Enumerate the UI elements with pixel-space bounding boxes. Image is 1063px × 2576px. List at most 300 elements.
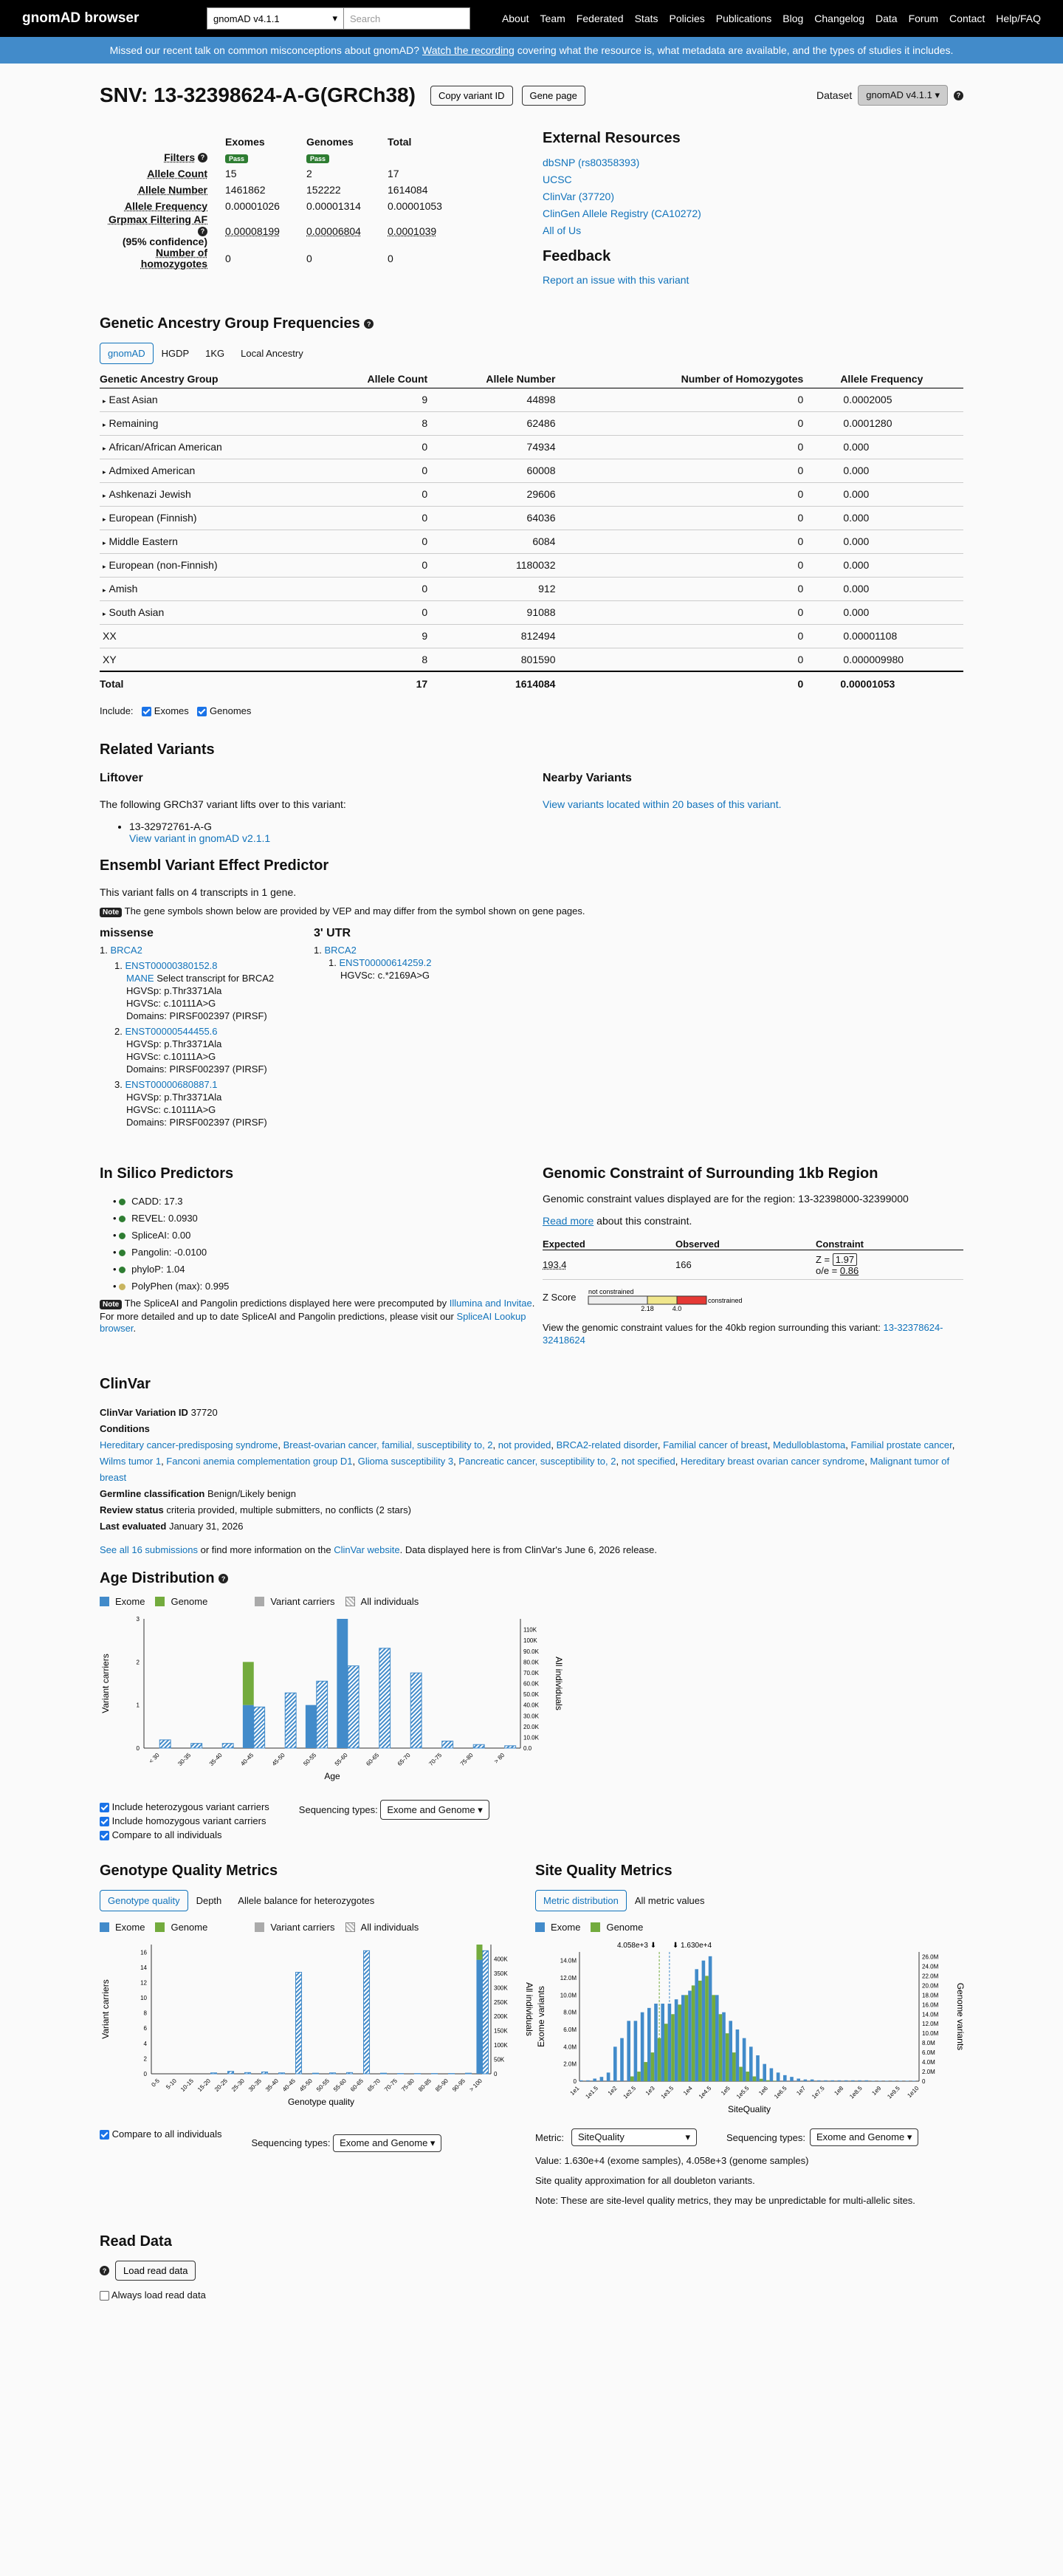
region-link[interactable]: 13-32378624-32418624 (543, 1322, 943, 1346)
genome-bar (644, 2062, 647, 2081)
exome-bar (586, 2080, 590, 2081)
ancestry-tabs (100, 343, 963, 364)
summary-cell: 17 (388, 168, 399, 179)
y2-tick-label: 18.0M (922, 1992, 939, 1999)
see-all-link[interactable]: See all 16 submissions (100, 1544, 198, 1556)
tab[interactable]: HGDP (161, 348, 190, 359)
vep-note: Note The gene symbols shown below are provided by VEP and may differ from the symbol shown on gene pages. (100, 905, 963, 917)
exome-marker-label: ⬇ 1.630e+4 (672, 1942, 712, 1950)
tab[interactable]: Local Ancestry (241, 348, 303, 359)
y2-tick-label: 26.0M (922, 1953, 939, 1961)
nav-link[interactable]: Policies (669, 13, 705, 24)
constraint-text: Genomic constraint values displayed are for the region: 13-32398000-32399000 (543, 1193, 909, 1205)
genome-bar (671, 2014, 675, 2081)
y2-tick-label: 400K (494, 1956, 508, 1963)
nav-link[interactable]: Forum (908, 13, 939, 24)
x-axis-label: Age (324, 1771, 340, 1782)
genome-bar (760, 2079, 763, 2081)
nav-link[interactable]: About (501, 13, 529, 24)
expand-icon[interactable]: ▸ (103, 586, 106, 594)
summary-cell: 152222 (306, 184, 341, 196)
constraint-table: Expected Observed Constraint 193.4 166 Z = 1.97 o/e = 0.86 (543, 1239, 963, 1280)
expand-icon[interactable]: ▸ (103, 539, 106, 547)
mane-link[interactable]: MANE (126, 973, 154, 984)
y-tick-label: 4 (143, 2040, 147, 2047)
ancestry-col-header[interactable]: Number of Homozygotes (555, 370, 803, 388)
x-tick-label: 65-70 (396, 1752, 412, 1767)
all-individuals-bar (330, 2073, 336, 2074)
nav-link[interactable]: Data (875, 13, 898, 24)
exome-bar (634, 2021, 638, 2081)
condition-link[interactable]: Pancreatic cancer, susceptibility to, 2 (458, 1456, 616, 1467)
sq-legend: Exome Genome (535, 1922, 963, 1933)
summary-cell: 0.00006804 (306, 225, 361, 237)
expand-icon[interactable]: ▸ (103, 515, 106, 523)
gq-legend: Exome Genome Variant carriers All individuals (100, 1922, 535, 1933)
expand-icon[interactable]: ▸ (103, 421, 106, 428)
genome-bar (664, 2024, 668, 2081)
exome-bar (722, 2012, 726, 2081)
zscore-scale (587, 1287, 808, 1312)
y-tick-label: 3 (136, 1616, 140, 1623)
summary-cell: 0 (388, 253, 393, 264)
external-link[interactable]: UCSC (543, 174, 572, 185)
x-tick-label: 25-30 (230, 2077, 246, 2093)
summary-cell: 0.00001026 (225, 200, 280, 212)
tab[interactable]: gnomAD (100, 343, 154, 364)
y2-tick-label: 22.0M (922, 1973, 939, 1980)
exome-bar (898, 2080, 902, 2081)
spliceai-link[interactable]: SpliceAI Lookup browser (100, 1311, 526, 1335)
dataset-select[interactable]: gnomAD v4.1.1 ▾ (858, 85, 948, 106)
condition-link[interactable]: Breast-ovarian cancer, familial, susceptibility to, 2 (283, 1439, 493, 1451)
all-individuals-bar (296, 1973, 302, 2075)
ancestry-col-header[interactable]: Allele Frequency (803, 370, 963, 388)
y2-tick-label: 80.0K (523, 1659, 539, 1666)
tab[interactable]: Genotype quality (100, 1890, 188, 1911)
site-logo[interactable]: gnomAD browser (22, 10, 140, 26)
gq-compare-checkbox[interactable]: Compare to all individuals (111, 2128, 222, 2140)
x-tick-label: 55-60 (333, 1752, 349, 1767)
y2-tick-label: 90.0K (523, 1648, 539, 1655)
x-tick-label: 1e3 (644, 2085, 656, 2097)
exome-bar (892, 2080, 895, 2081)
age-chart (100, 1611, 564, 1796)
x-axis-label: Genotype quality (287, 2097, 355, 2108)
transcript-item: 1. ENST00000380152.8 MANE Select transcript for BRCA2 HGVSp: p.Thr3371Ala HGVSc: c.10111A>G Domains: PIRSF002397 (PIRSF) (114, 960, 275, 1022)
x-tick-label: 1e3.5 (659, 2085, 675, 2100)
all-individuals-bar (254, 1707, 265, 1748)
expand-icon[interactable]: ▸ (103, 492, 106, 499)
summary-cell: 0 (306, 253, 312, 264)
x-axis-label: SiteQuality (727, 2104, 771, 2115)
liftover-title: Liftover (100, 772, 143, 785)
table-row: ▸ East Asian 9 44898 0 0.0002005 (100, 388, 963, 411)
y2-tick-label: 6.0M (922, 2049, 935, 2057)
y2-axis-label: Genome variants (955, 1982, 966, 2051)
condition-link[interactable]: Wilms tumor 1 (100, 1456, 162, 1467)
condition-link[interactable]: Familial cancer of breast (663, 1439, 768, 1451)
exome-bar (306, 1705, 317, 1748)
tab[interactable]: Metric distribution (535, 1890, 627, 1911)
y2-tick-label: 20.0K (523, 1723, 539, 1730)
always-load-checkbox[interactable] (100, 2291, 109, 2301)
gene-link[interactable]: BRCA2 (110, 945, 142, 956)
tick-label: 2.18 (640, 1305, 654, 1313)
x-tick-label: 1e5.5 (735, 2085, 751, 2100)
y-tick-label: 2 (143, 2055, 147, 2063)
table-row: ▸ Ashkenazi Jewish 0 29606 0 0.000 (100, 482, 963, 506)
exome-bar (906, 2080, 909, 2081)
sq-seq-select[interactable]: Exome and Genome ▾ (810, 2128, 918, 2146)
read-more-link[interactable]: Read more (543, 1215, 594, 1227)
y2-tick-label: 60.0K (523, 1680, 539, 1688)
x-tick-label: 55-60 (332, 2077, 348, 2093)
gene-page-button[interactable]: Gene page (522, 86, 585, 106)
tab[interactable]: Allele balance for heterozygotes (238, 1895, 375, 1907)
genome-bar (773, 2080, 777, 2081)
summary-cell: 1461862 (225, 184, 266, 196)
x-tick-label: 90-95 (451, 2077, 467, 2093)
x-tick-label: 1e7 (795, 2085, 808, 2097)
banner-link[interactable]: Watch the recording (422, 44, 515, 56)
y-tick-label: 12 (140, 1979, 147, 1987)
gq-tabs (100, 1890, 535, 1911)
y-tick-label: 10.0M (560, 1992, 577, 1999)
always-load-label: Always load read data (111, 2289, 206, 2301)
genome-bar (651, 2052, 655, 2081)
external-link[interactable]: All of Us (543, 225, 582, 236)
sq-value: Value: 1.630e+4 (exome samples), 4.058e+3 (genome samples) (535, 2155, 809, 2167)
condition-link[interactable]: Medulloblastoma (772, 1439, 846, 1451)
summary-cell: 0.00001053 (388, 200, 442, 212)
genome-bar (726, 2033, 729, 2081)
genome-bar (753, 2077, 757, 2081)
expand-icon[interactable]: ▸ (103, 397, 106, 405)
y2-tick-label: 70.0K (523, 1669, 539, 1676)
genome-bar (746, 2072, 749, 2081)
genome-bar (705, 1976, 709, 2081)
predictor-item: • Pangolin: -0.0100 (113, 1247, 207, 1258)
condition-link[interactable]: not provided (498, 1439, 551, 1451)
all-individuals-bar (483, 1950, 489, 2074)
tab[interactable]: Depth (196, 1895, 222, 1907)
transcript-link[interactable]: ENST00000544455.6 (125, 1026, 218, 1038)
zscore-bar: Z Score not constrained constrained 2.18 4.0 (543, 1287, 963, 1312)
sq-desc: Site quality approximation for all doubleton variants. (535, 2175, 755, 2187)
insilico-title: In Silico Predictors (100, 1165, 234, 1182)
all-individuals-bar (466, 2073, 472, 2074)
x-tick-label: 65-70 (366, 2077, 382, 2093)
exome-bar (872, 2080, 875, 2081)
summary-cell: 0 (225, 253, 231, 264)
sq-note: Note: These are site-level quality metrics, they may be unpredictable for multi-allelic sites. (535, 2195, 915, 2207)
compare-checkbox[interactable]: Compare to all individuals (111, 1829, 222, 1841)
y-axis-label: Variant carriers (100, 1654, 111, 1713)
exome-bar (641, 2012, 644, 2081)
nearby-link[interactable]: View variants located within 20 bases of this variant. (543, 798, 782, 811)
y-tick-label: 14.0M (560, 1957, 577, 1964)
exome-bar (864, 2080, 868, 2081)
x-tick-label: 45-50 (270, 1752, 286, 1767)
utr-transcript-link[interactable]: ENST00000614259.2 (339, 957, 432, 969)
age-seq-select[interactable]: Exome and Genome ▾ (380, 1800, 489, 1820)
transcript-item: 2. ENST00000544455.6 HGVSp: p.Thr3371Ala HGVSc: c.10111A>G Domains: PIRSF002397 (PIRSF) (114, 1026, 267, 1075)
condition-link[interactable]: Hereditary cancer-predisposing syndrome (100, 1439, 278, 1451)
exome-bar (654, 2004, 658, 2081)
search-input[interactable]: Search (343, 7, 470, 30)
exome-bar (593, 2079, 596, 2082)
table-row: XX 9 812494 0 0.00001108 (100, 624, 963, 648)
exome-bar (790, 2077, 794, 2081)
summary-row-label: Filters (164, 151, 196, 163)
all-individuals-bar (381, 2073, 387, 2074)
all-individuals-bar (505, 1746, 516, 1748)
utr-gene-link[interactable]: BRCA2 (324, 945, 357, 956)
y2-tick-label: 14.0M (922, 2011, 939, 2018)
gq-seq-select[interactable]: Exome and Genome ▾ (333, 2134, 441, 2152)
constraint-view: View the genomic constraint values for the 40kb region surrounding this variant: 13-32378624-32418624 (543, 1322, 943, 1346)
y-tick-label: 16 (140, 1949, 147, 1956)
y2-tick-label: 30.0K (523, 1713, 539, 1720)
transcript-link[interactable]: ENST00000380152.8 (125, 960, 218, 972)
y2-tick-label: 150K (494, 2027, 508, 2035)
exome-bar (627, 2021, 630, 2081)
summary-row-label: Allele Count (147, 167, 207, 179)
dataset-search (207, 7, 470, 30)
status-dot-icon (119, 1267, 125, 1273)
y-tick-label: 14 (140, 1964, 147, 1971)
x-tick-label: 1e1.5 (584, 2085, 599, 2100)
illumina-link[interactable]: Illumina and Invitae (449, 1298, 532, 1309)
exome-bar (851, 2080, 855, 2081)
y2-tick-label: 350K (494, 1970, 508, 1977)
summary-cell: 15 (225, 168, 237, 179)
condition-link[interactable]: Malignant tumor of breast (100, 1456, 950, 1484)
condition-link[interactable]: BRCA2-related disorder (556, 1439, 658, 1451)
summary-row-label: Allele Frequency (124, 199, 207, 212)
hom-checkbox[interactable]: Include homozygous variant carriers (111, 1815, 266, 1827)
condition-link[interactable]: Hereditary breast ovarian cancer syndrome (680, 1456, 865, 1467)
x-tick-label: 75-80 (400, 2077, 416, 2093)
x-tick-label: 1e4 (681, 2085, 694, 2097)
y2-tick-label: 0 (922, 2078, 926, 2086)
nav-link[interactable]: Changelog (814, 13, 865, 24)
x-tick-label: 85-90 (434, 2077, 450, 2093)
nav-link[interactable]: Federated (576, 13, 624, 24)
predictor-item: • PolyPhen (max): 0.995 (113, 1281, 230, 1292)
predictor-item: • REVEL: 0.0930 (113, 1213, 198, 1224)
expand-icon[interactable]: ▸ (103, 610, 106, 617)
ancestry-col-header[interactable]: Genetic Ancestry Group (100, 370, 364, 388)
expand-icon[interactable]: ▸ (103, 563, 106, 570)
tab[interactable]: All metric values (634, 1895, 705, 1907)
x-tick-label: 1e7.5 (811, 2085, 826, 2100)
gq-chart (100, 1937, 535, 2122)
all-individuals-bar (211, 2073, 217, 2074)
x-tick-label: 1e9 (870, 2085, 883, 2097)
table-row: ▸ African/African American 0 74934 0 0.000 (100, 435, 963, 459)
load-read-data-button[interactable]: Load read data (115, 2261, 196, 2281)
nav-dataset-select[interactable]: gnomAD v4.1.1 ▾ (207, 7, 344, 30)
condition-link[interactable]: Fanconi anemia complementation group D1 (166, 1456, 353, 1467)
condition-link[interactable]: Familial prostate cancer (850, 1439, 952, 1451)
exome-bar (797, 2079, 800, 2082)
x-tick-label: 50-55 (302, 1752, 318, 1767)
summary-col-header: Total (388, 136, 412, 148)
help-icon[interactable]: ? (198, 153, 207, 162)
transcript-link[interactable]: ENST00000680887.1 (125, 1079, 218, 1091)
table-row: ▸ Middle Eastern 0 6084 0 0.000 (100, 530, 963, 553)
summary-col-header: Exomes (225, 136, 265, 148)
nav-link[interactable]: Publications (715, 13, 772, 24)
genome-bar (766, 2080, 770, 2081)
y2-tick-label: 50K (494, 2056, 505, 2063)
help-icon[interactable]: ? (954, 91, 963, 100)
status-dot-icon (119, 1233, 125, 1239)
all-individuals-bar (364, 1950, 370, 2074)
external-link[interactable]: ClinVar (37720) (543, 191, 615, 202)
read-more: Read more about this constraint. (543, 1215, 692, 1227)
help-icon[interactable]: ? (100, 2266, 109, 2275)
clinvar-see-all: See all 16 submissions or find more information on the ClinVar website. Data displayed here is from ClinVar's June 6, 2026 release. (100, 1544, 657, 1556)
y2-tick-label: 24.0M (922, 1963, 939, 1970)
x-tick-label: 60-65 (365, 1752, 381, 1767)
all-individuals-bar (410, 1673, 422, 1748)
exomes-checkbox[interactable] (142, 707, 151, 716)
x-tick-label: 40-45 (239, 1752, 255, 1767)
nav-link[interactable]: Stats (634, 13, 658, 24)
nav-link[interactable]: Team (540, 13, 565, 24)
pass-badge: Pass (306, 154, 329, 163)
help-icon[interactable]: ? (219, 1574, 228, 1583)
ancestry-col-header[interactable]: Allele Count (364, 370, 428, 388)
exome-bar (749, 2046, 753, 2081)
exome-bar (763, 2064, 766, 2081)
predictor-item: • SpliceAI: 0.00 (113, 1230, 191, 1241)
x-tick-label: 1e1 (568, 2085, 581, 2097)
all-individuals-bar (228, 2072, 234, 2074)
exome-bar (661, 2004, 664, 2081)
exome-bar (804, 2080, 808, 2081)
nav-link[interactable]: Contact (949, 13, 985, 24)
y-tick-label: 6 (143, 2025, 147, 2032)
age-legend: Exome Genome Variant carriers All individuals (100, 1596, 963, 1607)
genome-bar (630, 2077, 634, 2081)
condition-link[interactable]: not specified (621, 1456, 675, 1467)
exome-bar (476, 1960, 482, 2074)
clinvar-website-link[interactable]: ClinVar website (334, 1544, 400, 1556)
transcript-item: 3. ENST00000680887.1 HGVSp: p.Thr3371Ala HGVSc: c.10111A>G Domains: PIRSF002397 (PIRSF) (114, 1079, 267, 1128)
y2-axis-label: All individuals (524, 1982, 534, 2036)
table-row: ▸ European (Finnish) 0 64036 0 0.000 (100, 506, 963, 530)
help-icon[interactable]: ? (198, 227, 207, 236)
y2-tick-label: 250K (494, 1998, 508, 2006)
exome-bar (844, 2080, 848, 2081)
external-link[interactable]: ClinGen Allele Registry (CA10272) (543, 208, 701, 219)
y-axis-label: Exome variants (536, 1986, 546, 2047)
nav-links (502, 13, 1041, 24)
y-tick-label: 0 (143, 2071, 147, 2078)
copy-variant-button[interactable]: Copy variant ID (430, 86, 513, 106)
y-tick-label: 6.0M (563, 2027, 577, 2034)
banner-text-end: covering what the resource is, what metadata are available, and the types of studies it includes. (517, 44, 954, 56)
x-tick-label: < 30 (148, 1752, 161, 1765)
y2-tick-label: 8.0M (922, 2040, 935, 2047)
x-tick-label: 50-55 (315, 2077, 331, 2093)
summary-cell: 0.0001039 (388, 225, 437, 237)
x-tick-label: 15-20 (196, 2077, 212, 2093)
het-checkbox[interactable]: Include heterozygous variant carriers (111, 1801, 269, 1813)
chevron-down-icon: ▾ (332, 13, 337, 24)
exome-bar (688, 1991, 692, 2082)
condition-link[interactable]: Glioma susceptibility 3 (357, 1456, 454, 1467)
clinvar-title: ClinVar (100, 1376, 151, 1393)
summary-cell: 1614084 (388, 184, 428, 196)
expand-icon[interactable]: ▸ (103, 468, 106, 476)
top-navbar (0, 0, 1063, 37)
metric-select[interactable]: SiteQuality ▾ (571, 2128, 697, 2146)
tab[interactable]: 1KG (205, 348, 225, 359)
constrained-label: constrained (707, 1297, 743, 1305)
predictor-item: • phyloP: 1.04 (113, 1264, 185, 1275)
vep-text: This variant falls on 4 transcripts in 1 gene. (100, 886, 297, 899)
report-issue-link[interactable]: Report an issue with this variant (543, 274, 689, 286)
status-dot-icon (119, 1250, 125, 1256)
genome-bar (678, 2004, 681, 2081)
x-tick-label: 1e6 (757, 2085, 769, 2097)
all-individuals-bar (245, 2072, 251, 2074)
liftover-text: The following GRCh37 variant lifts over to this variant: (100, 798, 346, 811)
x-tick-label: 1e5 (720, 2085, 732, 2097)
help-icon[interactable]: ? (364, 319, 374, 329)
tick-label: 4.0 (672, 1305, 681, 1313)
ancestry-table (100, 370, 963, 695)
external-link[interactable]: dbSNP (rs80358393) (543, 157, 640, 168)
genome-bar (476, 1945, 482, 1960)
expand-icon[interactable]: ▸ (103, 445, 106, 452)
genome-bar (698, 1981, 702, 2081)
liftover-link[interactable]: View variant in gnomAD v2.1.1 (129, 832, 271, 845)
genome-marker-label: 4.058e+3 ⬇ (616, 1942, 657, 1950)
x-tick-label: 5-10 (165, 2077, 178, 2091)
table-row: XY 8 801590 0 0.000009980 (100, 648, 963, 671)
genomes-checkbox[interactable] (197, 707, 207, 716)
age-title: Age Distribution ? (100, 1570, 963, 1587)
conditions-list: Hereditary cancer-predisposing syndrome, Breast-ovarian cancer, familial, susceptibility to, 2, not provided, BRCA2-related disorder, Familial cancer of breast, Medulloblastoma, Familial prostate cancer, Wilms tumor 1, Fanconi anemia complementation group D1, Glioma susceptibility 3, Pancreatic cancer, susceptibility to, 2, not specified, Hereditary breast ovarian cancer syndrome, Malignant tumor of breast (100, 1439, 955, 1484)
constraint-title: Genomic Constraint of Surrounding 1kb Region (543, 1165, 878, 1182)
exome-bar (647, 2008, 651, 2081)
feedback-title: Feedback (543, 248, 611, 264)
exome-bar (613, 2046, 617, 2081)
nav-link[interactable]: Blog (782, 13, 804, 24)
ancestry-col-header[interactable]: Allele Number (427, 370, 555, 388)
summary-col-header: Genomes (306, 136, 354, 148)
exome-bar (858, 2080, 861, 2081)
exome-bar (811, 2080, 814, 2081)
exome-bar (702, 1961, 706, 2081)
status-dot-icon (119, 1284, 125, 1290)
exome-bar (817, 2080, 821, 2081)
y2-axis-label: All individuals (554, 1657, 564, 1710)
ancestry-title: Genetic Ancestry Group Frequencies ? (100, 315, 963, 332)
all-individuals-bar (379, 1648, 391, 1748)
y-tick-label: 0 (136, 1745, 140, 1753)
nav-link[interactable]: Help/FAQ (996, 13, 1041, 24)
genome-bar (719, 2014, 723, 2081)
exome-bar (756, 2055, 760, 2081)
sq-title: Site Quality Metrics (535, 1863, 672, 1880)
